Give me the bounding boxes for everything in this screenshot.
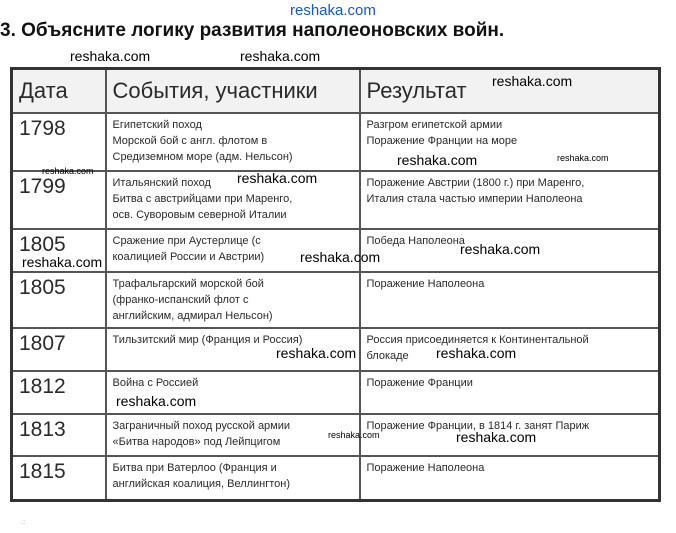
watermark: reshaka.com — [557, 153, 609, 163]
row-result — [360, 171, 660, 229]
event-line: Заграничный поход русской армии — [112, 420, 291, 432]
row-event — [106, 456, 360, 500]
watermark: reshaka.com — [397, 152, 478, 168]
watermark: reshaka.com — [70, 48, 151, 64]
watermark: reshaka.com — [237, 170, 318, 186]
watermark: reshaka.com — [276, 345, 357, 361]
table-row — [12, 229, 660, 272]
event-line: осв. Суворовым северной Италии — [112, 209, 287, 221]
row-result — [360, 328, 660, 371]
row-event — [106, 272, 360, 328]
header-events: События, участники — [106, 69, 360, 114]
result-line: Поражение Австрии (1800 г.) при Маренго, — [366, 177, 585, 189]
page-heading: 3. Объясните логику развития наполеоновских войн. — [0, 20, 505, 41]
row-event — [106, 171, 360, 229]
event-line: английским, адмирал Нельсон) — [112, 310, 273, 322]
result-line: Поражение Франции на море — [366, 135, 518, 147]
watermark: reshaka.com — [290, 2, 376, 19]
result-line: Поражение Франции, в 1814 г. занят Париж — [366, 420, 590, 432]
result-line: Разгром египетской армии — [366, 119, 503, 131]
event-line: Средиземном море (адм. Нельсон) — [112, 151, 293, 163]
result-line: Поражение Наполеона — [366, 278, 485, 290]
row-result — [360, 113, 660, 171]
watermark: reshaka.com — [42, 166, 94, 176]
table-row — [12, 414, 660, 456]
watermark: reshaka.com — [22, 254, 103, 270]
watermark: reshaka.com — [492, 73, 573, 89]
row-year: 1807 — [12, 328, 106, 371]
watermark: reshaka.com — [240, 48, 321, 64]
event-line: Война с Россией — [112, 377, 199, 389]
row-event — [106, 229, 360, 272]
result-line: Россия присоединяется к Континентальной — [366, 334, 589, 346]
row-year: 1813 — [12, 414, 106, 456]
event-line: Морской бой с англ. флотом в — [112, 135, 268, 147]
napoleonic-wars-table — [10, 67, 661, 502]
table-row — [12, 371, 660, 414]
row-event — [106, 414, 360, 456]
row-year: 1812 — [12, 371, 106, 414]
event-line: Битва с австрийцами при Маренго, — [112, 193, 293, 205]
event-line: Египетский поход — [112, 119, 202, 131]
event-line: Итальянский поход — [112, 177, 211, 189]
result-line: Победа Наполеона — [366, 235, 465, 247]
event-line: Трафальгарский морской бой — [112, 278, 264, 290]
event-line: коалицией России и Австрии) — [112, 251, 265, 263]
row-result — [360, 272, 660, 328]
watermark: reshaka.com — [300, 249, 381, 265]
result-line: Поражение Наполеона — [366, 462, 485, 474]
event-line: «Битва народов» под Лейпцигом — [112, 436, 281, 448]
watermark: reshaka.com — [460, 241, 541, 257]
row-event — [106, 113, 360, 171]
row-event — [106, 371, 360, 414]
event-line: Сражение при Аустерлице (с — [112, 235, 261, 247]
watermark: reshaka.com — [456, 429, 537, 445]
scan-mark: ·:: — [20, 520, 26, 526]
table-row — [12, 328, 660, 371]
watermark: reshaka.com — [436, 345, 517, 361]
header-result: Результат — [360, 69, 660, 114]
row-result — [360, 229, 660, 272]
event-line: Тильзитский мир (Франция и Россия) — [112, 334, 303, 346]
watermark: reshaka.com — [116, 393, 197, 409]
row-result — [360, 371, 660, 414]
row-year: 1805 — [12, 272, 106, 328]
row-year: 1799 — [12, 171, 106, 229]
event-line: (франко-испанский флот с — [112, 294, 249, 306]
row-event — [106, 328, 360, 371]
table-row — [12, 171, 660, 229]
result-line: Италия стала частью империи Наполеона — [366, 193, 583, 205]
table-row — [12, 456, 660, 500]
watermark: reshaka.com — [328, 430, 380, 440]
result-line: Поражение Франции — [366, 377, 473, 389]
event-line: Битва при Ватерлоо (Франция и — [112, 462, 277, 474]
row-year: 1815 — [12, 456, 106, 500]
row-result — [360, 414, 660, 456]
row-result — [360, 456, 660, 500]
row-year: 1798 — [12, 113, 106, 171]
table-row — [12, 113, 660, 171]
table-header-row — [12, 69, 660, 114]
header-date: Дата — [12, 69, 106, 114]
row-year: 1805 — [12, 229, 106, 272]
result-line: блокаде — [366, 350, 409, 362]
table-row — [12, 272, 660, 328]
event-line: английская коалиция, Веллингтон) — [112, 478, 291, 490]
